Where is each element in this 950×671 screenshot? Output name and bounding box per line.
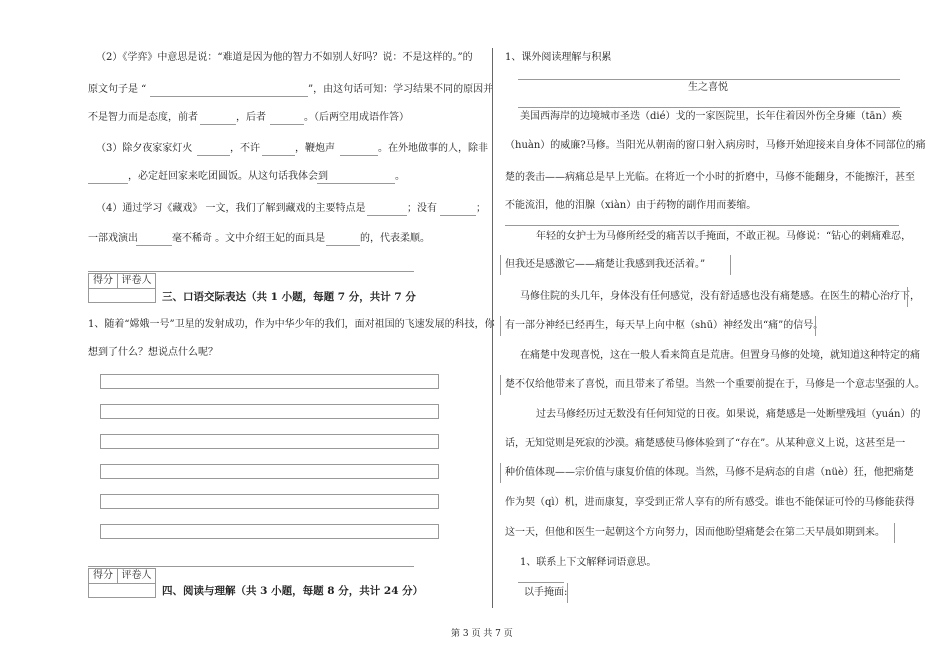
answer-blank[interactable] [340, 155, 378, 156]
paragraph-line: 但我还是感激它——痛楚让我感到我还活着。” [505, 259, 706, 270]
rule [500, 255, 501, 275]
q3-line-2a: ，必定赶回家来吃团圆饭。从这句话我体会到 [128, 171, 328, 182]
q2-line-2b: ”，由这句话可知：学习结果不同的原因并 [308, 84, 494, 95]
column-divider [492, 48, 493, 608]
paragraph-line: 话，无知觉则是死寂的沙漠。痛楚感使马修体验到了“存在”。从某种意义上说，这甚至是一 [505, 438, 906, 449]
rule [500, 463, 501, 483]
question-1: 1、联系上下文解释词语意思。 [520, 557, 657, 568]
paragraph-line: 楚不仅给他带来了喜悦，而且带来了希望。当然一个重要前提在于，马修是一个意志坚强的人。 [505, 379, 925, 390]
q4-line-1b: ；没有 [407, 203, 437, 214]
rule [730, 255, 731, 275]
rule [815, 316, 816, 336]
paragraph-line: 在痛楚中发现喜悦，这在一般人看来简直是荒唐。但置身马修的处境，就知道这种特定的痛 [520, 350, 920, 361]
rule [567, 583, 568, 603]
q4-line-2c: 的，代表柔顺。 [360, 233, 430, 244]
rule [518, 582, 564, 583]
page-footer: 第 3 页 共 7 页 [451, 629, 513, 639]
answer-blank[interactable] [317, 183, 395, 184]
q4-line-2a: 一部戏演出 [88, 233, 138, 244]
reviewer-label: 评卷人 [121, 570, 152, 581]
q4-line-1c: ； [476, 203, 486, 214]
rule [500, 316, 501, 336]
q2-line-3c: 。（后两空用成语作答） [304, 112, 409, 123]
q3-line-2b: 。 [395, 171, 405, 182]
section-3-title: 三、口语交际表达（共 1 小题，每题 7 分，共计 7 分 [162, 291, 416, 303]
score-label: 得分 [89, 274, 118, 288]
paragraph-line: （huàn）的威廉?马修。当阳光从朝南的窗口射入病房时，马修开始迎接来自身体不同部位的痛 [505, 140, 926, 151]
answer-blank[interactable] [197, 155, 230, 156]
q3-line-1a: （3）除夕夜家家灯火 [96, 143, 193, 154]
section-rule [88, 271, 414, 272]
rule [500, 375, 501, 395]
answer-blank[interactable] [88, 183, 128, 184]
paragraph-line: 年轻的女护士为马修所经受的痛苦以手掩面，不敢正视。马修说：“钻心的剌痛难忍， [536, 231, 912, 242]
rule [894, 523, 895, 543]
answer-line[interactable] [100, 464, 439, 479]
question-1-item: 以手掩面: [524, 587, 568, 598]
q2-line-1: （2）《学弈》中意思是说：“难道是因为他的智力不如别人好吗？说：不是这样的。”的 [96, 52, 473, 63]
q2-line-3a: 不是智力而是态度，前者 [88, 112, 198, 123]
paragraph-line: 有一部分神经已经再生，每天早上向中枢（shū）神经发出“痛”的信号。 [505, 320, 824, 331]
answer-line[interactable] [100, 434, 439, 449]
answer-blank[interactable] [262, 155, 295, 156]
story-title: 生之喜悦 [688, 82, 728, 93]
s3-q1-line-2: 想到了什么？想说点什么呢？ [88, 347, 218, 358]
rule [907, 287, 908, 307]
rule [505, 225, 899, 226]
rule [518, 79, 900, 80]
paragraph-line: 种价值体现——宗价值与康复价值的体现。当然，马修不是病态的自虐（nüè）狂，他把痛楚 [505, 467, 914, 478]
rule [518, 107, 900, 108]
paragraph-line: 马修住院的头几年，身体没有任何感觉，没有舒适感也没有痛楚感。在医生的精心治疗下， [520, 291, 920, 302]
answer-line[interactable] [100, 404, 439, 419]
answer-line[interactable] [100, 374, 439, 389]
answer-blank[interactable] [150, 96, 308, 97]
score-box [88, 273, 156, 303]
answer-line[interactable] [100, 494, 439, 509]
q3-line-1d: 。在外地做事的人，除非 [378, 143, 488, 154]
paragraph-line: 这一天，但他和医生一起朝这个方向努力，因而他盼望痛楚会在第二天早晨如期到来。 [505, 527, 885, 538]
score-box [88, 568, 156, 598]
answer-blank[interactable] [367, 215, 407, 216]
answer-blank[interactable] [136, 245, 172, 246]
paragraph-line: 美国西海岸的边境城市圣迭（dié）戈的一家医院里，长年住着因外伤全身瘫（tān）痪 [520, 111, 902, 122]
s3-q1-line-1: 1、随着“嫦娥一号”卫星的发射成功，作为中华少年的我们，面对祖国的飞速发展的科技，你 [88, 319, 495, 330]
answer-blank[interactable] [200, 124, 236, 125]
paragraph-line: 不能流泪，他的泪腺（xiàn）由于药物的副作用而萎缩。 [505, 200, 757, 211]
answer-blank[interactable] [326, 245, 360, 246]
q2-line-2a: 原文句子是 “ [88, 84, 147, 95]
section-rule [88, 566, 414, 567]
q3-line-1b: ，不许 [230, 143, 260, 154]
answer-blank[interactable] [440, 215, 476, 216]
score-label: 得分 [89, 569, 118, 583]
section-4-title: 四、阅读与理解（共 3 小题，每题 8 分，共计 24 分） [162, 585, 424, 597]
reviewer-label: 评卷人 [121, 275, 152, 286]
paragraph-line: 楚的袭击——病痛总是早上光临。在将近一个小时的折磨中，马修不能翻身，不能擦汗，甚至 [505, 172, 915, 183]
q4-line-2b: 毫不稀奇 。文中介绍王妃的面具是 [172, 233, 326, 244]
answer-blank[interactable] [270, 124, 304, 125]
reading-heading: 1、课外阅读理解与积累 [505, 52, 612, 63]
paragraph-line: 作为契（qì）机，进而康复，享受到正常人享有的所有感受。谁也不能保证可怜的马修能获得 [505, 497, 915, 508]
q3-line-1c: ，鞭炮声 [295, 143, 335, 154]
answer-line[interactable] [100, 524, 439, 539]
q4-line-1a: （4）通过学习《藏戏》 一文，我们了解到藏戏的主要特点是 [96, 203, 366, 214]
paragraph-line: 过去马修经历过无数没有任何知觉的日夜。如果说，痛楚感是一处断壁残垣（yuán）的 [536, 409, 921, 420]
q2-line-3b: ，后者 [236, 112, 266, 123]
